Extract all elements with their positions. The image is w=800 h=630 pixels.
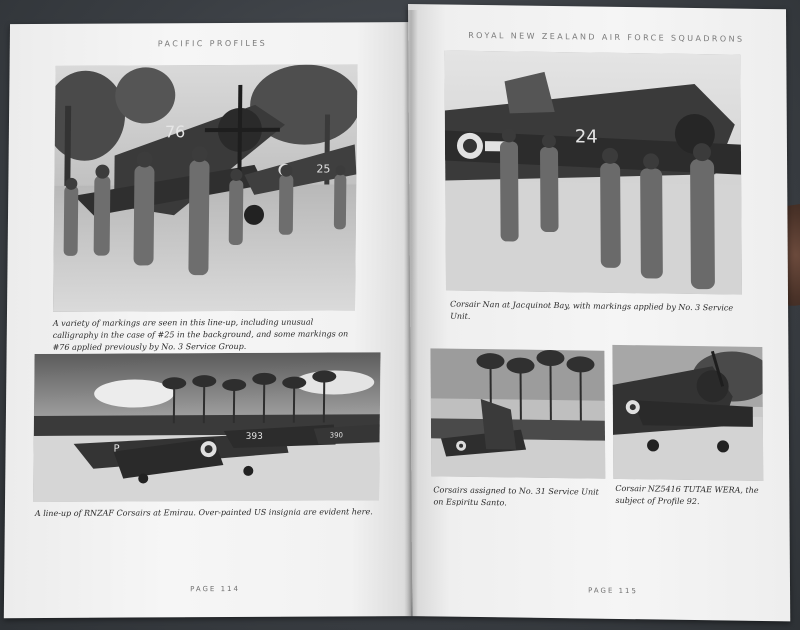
photo3-code-left: P: [113, 443, 120, 455]
left-page: [4, 22, 418, 618]
right-running-head: ROYAL NEW ZEALAND AIR FORCE SQUADRONS: [468, 30, 745, 44]
photo-corsairs-espiritu-santo: [430, 348, 605, 478]
left-folio: PAGE 114: [190, 584, 240, 594]
photo-corsair-lineup-76: [53, 64, 358, 312]
photo3-code-right: 390: [329, 431, 344, 440]
left-running-head: PACIFIC PROFILES: [157, 38, 268, 49]
photo-corsair-nan-jacquinot-bay: [444, 51, 742, 295]
right-bottom-right-caption: Corsair NZ5416 TUTAE WERA, the subject of Profile 92.: [615, 483, 759, 507]
left-top-caption: A variety of markings are seen in this line-up, including unusual calligraphy in the case of #25 in the background, and some markings on #76 applied previously by No. 3 Service Group.: [52, 317, 349, 352]
book-gutter: [404, 10, 418, 616]
photo-corsair-nz5416: [612, 345, 763, 481]
photo2-aircraft-code: 24: [574, 126, 598, 148]
right-page: [408, 4, 790, 621]
right-bottom-left-caption: Corsairs assigned to No. 31 Service Unit on Espiritu Santo.: [433, 485, 599, 508]
left-bottom-caption: A line-up of RNZAF Corsairs at Emirau. Over-painted US insignia are evident here.: [34, 507, 373, 519]
photo-rnzaf-corsairs-emirau: [33, 352, 381, 502]
right-top-caption: Corsair Nan at Jacquinot Bay, with markings applied by No. 3 Service Unit.: [450, 299, 734, 321]
photo1-aircraft-code: 76: [164, 122, 186, 142]
photo3-code-mid: 393: [245, 431, 263, 442]
photo1-second-code: 25: [316, 162, 331, 176]
right-folio: PAGE 115: [588, 586, 638, 596]
